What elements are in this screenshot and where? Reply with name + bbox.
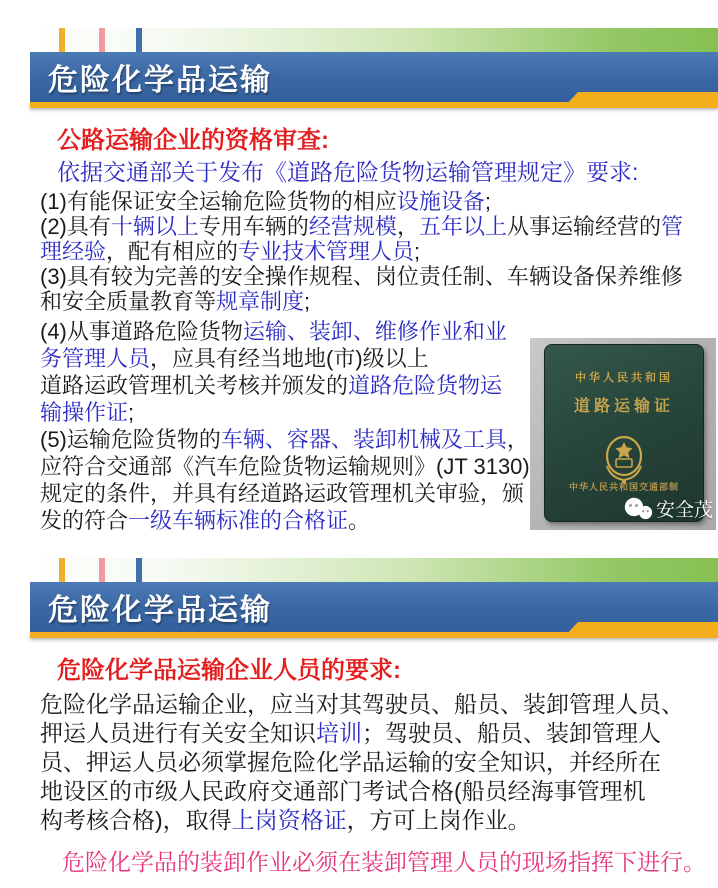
header-gradient-band (30, 28, 718, 52)
text-segment: 危险化学品运输企业，应当对其驾驶员、船员、装卸管理人员、 (40, 691, 684, 717)
text-segment: 地设区的市级人民政府交通部门考试合格(船员经海事管理机 (40, 778, 646, 804)
text-segment: 专业技术管理人员 (238, 239, 415, 264)
requirements-1-3 (40, 189, 708, 314)
text-segment: 道路危险货物运 (348, 373, 503, 398)
text-segment: (5)运输危险货物的 (40, 427, 221, 452)
text-segment: 培训 (316, 720, 362, 746)
banner-flag-shape (563, 92, 718, 108)
text-segment: ，应具有经当地地(市)级以上 (150, 346, 429, 371)
certificate-photo (530, 338, 716, 530)
text-line (40, 399, 535, 426)
text-segment: 车辆、容器、装卸机械及工具 (220, 427, 507, 452)
text-line (40, 719, 716, 748)
text-segment: 务管理人员 (40, 346, 151, 371)
text-segment: 一级车辆标准的合格证 (128, 508, 349, 533)
text-segment: 理经验 (40, 239, 107, 264)
section-heading: 公路运输企业的资格审查: (57, 127, 329, 154)
text-segment: (1)有能保证安全运输危险货物的相应 (40, 189, 397, 214)
text-line (40, 264, 708, 289)
text-line (40, 372, 535, 399)
tick-bar-yellow (59, 28, 65, 52)
text-line (40, 345, 535, 372)
certificate-country-label: 中华人民共和国 (575, 372, 673, 384)
slide2-body (40, 656, 716, 877)
text-line (40, 289, 708, 314)
text-segment: ，方可上岗作业。 (346, 807, 531, 833)
text-segment: 从事运输经营的 (506, 214, 661, 239)
text-segment: 押运人员进行有关安全知识 (40, 720, 316, 746)
text-line (40, 806, 716, 835)
header-gradient-band (30, 558, 718, 582)
text-segment: 道路运政管理机关考核并颁发的 (40, 373, 349, 398)
text-segment: 规章制度 (216, 289, 305, 314)
text-segment: ; (484, 189, 492, 214)
text-segment: 上岗资格证 (231, 807, 347, 833)
text-segment: 专用车辆的 (198, 214, 309, 239)
text-line (40, 214, 708, 239)
text-line (40, 777, 716, 806)
text-segment: 规定的条件，并具有经道路运政管理机关审验，颁 (40, 481, 525, 506)
text-line (40, 426, 535, 453)
text-segment: 。 (348, 508, 371, 533)
text-line (40, 480, 535, 507)
banner-flag-shape (563, 622, 718, 638)
text-segment: 运输、装卸、维修作业和业 (242, 319, 507, 344)
text-segment: ；驾驶员、船员、装卸管理人 (362, 720, 661, 746)
text-segment: 发的符合 (40, 508, 129, 533)
tick-bar-pink (99, 558, 105, 582)
tick-bar-yellow (59, 558, 65, 582)
text-segment: 员、押运人员必须掌握危险化学品运输的安全知识，并经所在 (40, 749, 661, 775)
text-segment: 五年以上 (418, 214, 507, 239)
text-segment: ; (304, 289, 311, 314)
text-line (40, 748, 716, 777)
text-segment: 十辆以上 (110, 214, 199, 239)
text-line (40, 318, 535, 345)
text-segment: (4)从事道路危险货物 (40, 319, 243, 344)
text-segment: ; (128, 400, 135, 425)
safety-note: 危险化学品的装卸作业必须在装卸管理人员的现场指挥下进行。 (62, 849, 706, 875)
text-segment: ; (414, 239, 421, 264)
text-segment: 应符合交通部《汽车危险货物运输规则》(JT 3130) (40, 454, 530, 479)
watermark-text: 安全茂 (655, 500, 713, 521)
text-segment: 构考核合格)，取得 (40, 807, 232, 833)
watermark (623, 495, 713, 522)
text-segment: ， (396, 214, 419, 239)
text-line (40, 690, 716, 719)
slide-2 (0, 530, 718, 888)
certificate-title-label: 道路运输证 (573, 398, 674, 415)
slide-title: 危险化学品运输 (48, 594, 272, 627)
text-segment: (2)具有 (40, 214, 111, 239)
slide-title: 危险化学品运输 (48, 64, 272, 97)
intro-line: 依据交通部关于发布《道路危险货物运输管理规定》要求: (57, 159, 639, 185)
text-segment: (3)具有较为完善的安全操作规程、岗位责任制、车辆设备保养维修 (40, 264, 683, 289)
tick-bar-pink (99, 28, 105, 52)
text-segment: ，配有相应的 (106, 239, 239, 264)
text-line (40, 239, 708, 264)
wechat-icon (623, 497, 653, 521)
text-segment: 设施设备 (396, 189, 485, 214)
text-segment: 经营规模 (308, 214, 397, 239)
text-segment: ， (506, 427, 529, 452)
text-line (40, 453, 535, 480)
text-segment: 输操作证 (40, 400, 129, 425)
section-heading: 危险化学品运输企业人员的要求: (57, 657, 401, 684)
text-segment: 管 (660, 214, 683, 239)
text-segment: 和安全质量教育等 (40, 289, 217, 314)
certificate-issuer-label: 中华人民共和国交通部制 (568, 482, 679, 492)
text-line (40, 189, 708, 214)
